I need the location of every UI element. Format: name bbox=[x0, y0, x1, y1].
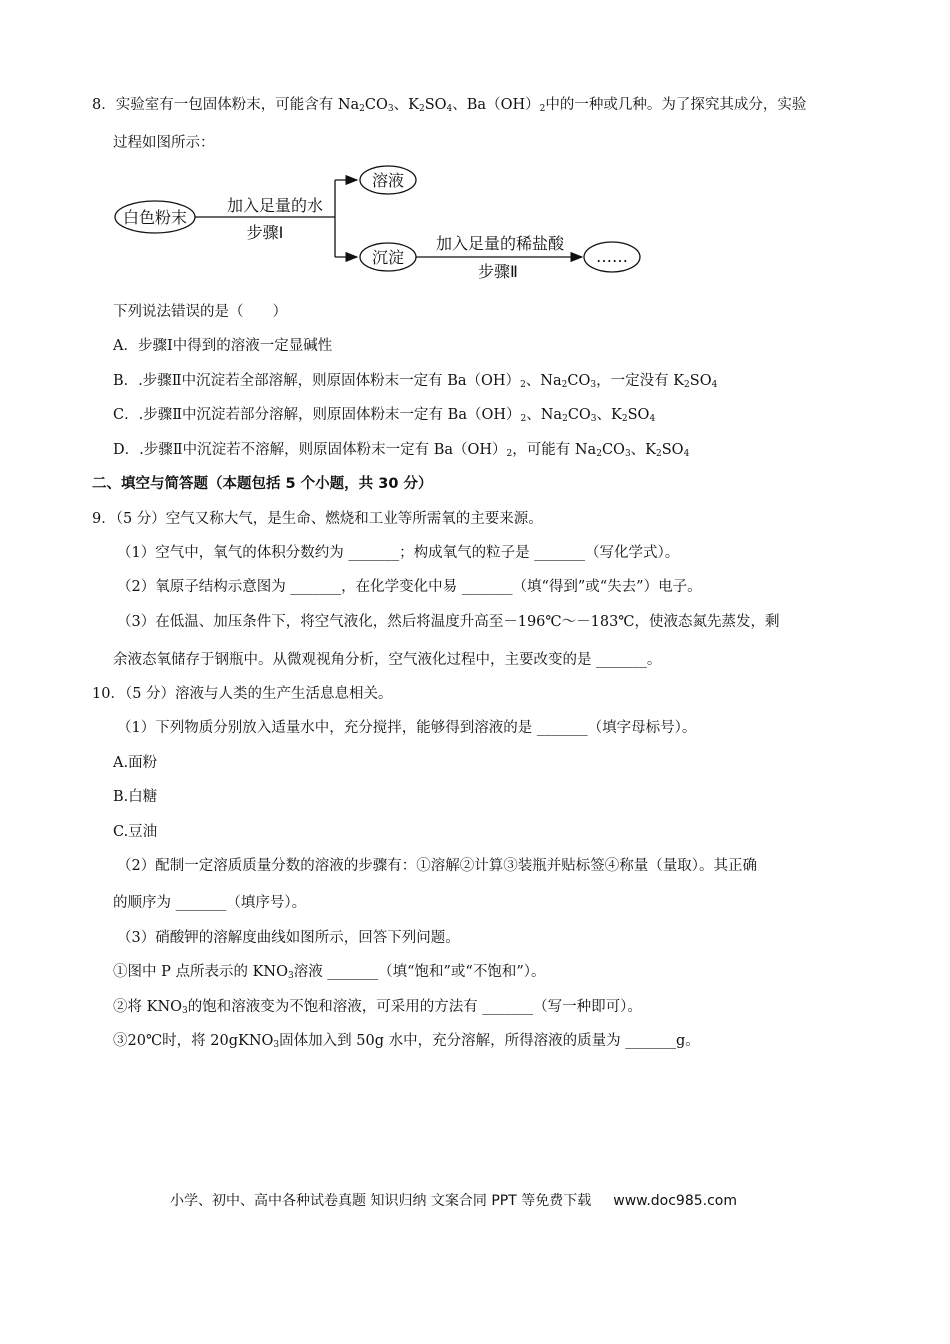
q10-option-c: C.豆油 bbox=[113, 824, 158, 840]
q10-sub3: ③20℃时，将 20gKNO$_3$固体加入到 50g 水中，充分溶解，所得溶液的质量为 _______g。 bbox=[113, 1033, 700, 1050]
q10-option-a: A.面粉 bbox=[113, 755, 158, 771]
q10-sub1: ①图中 P 点所表示的 $KNO_3$溶液 _______（填“饱和”或“不饱和”）。 bbox=[113, 964, 546, 981]
footer-site-link[interactable]: www.doc985.com bbox=[613, 1193, 737, 1209]
q9-part2: （2）氧原子结构示意图为 _______，在化学变化中易 _______（填“得到”或“失去”）电子。 bbox=[117, 579, 702, 595]
q8-option-d: D．.步骤Ⅱ中沉淀若不溶解，则原固体粉末一定有 $Ba(OH)_2$，可能有 $Na_2CO_3$、$K_2SO_4$ bbox=[113, 442, 690, 459]
step2-label: 步骤Ⅱ bbox=[478, 262, 518, 281]
q10-option-b: B.白糖 bbox=[113, 789, 158, 805]
q8-stem: 下列说法错误的是（ ） bbox=[113, 304, 287, 320]
q10-part2-line2: 的顺序为 _______（填序号）。 bbox=[113, 895, 307, 911]
footer-text: 小学、初中、高中各种试卷真题 知识归纳 文案合同 PPT 等免费下载 bbox=[170, 1193, 592, 1209]
q8-line1: 8．实验室有一包固体粉末，可能含有 $Na_2CO_3$、$K_2SO_4$、$Ba(OH)_2$中的一种或几种。为了探究其成分，实验 bbox=[92, 97, 807, 114]
q10-part1: （1）下列物质分别放入适量水中，充分搅拌，能够得到溶液的是 _______（填字母标号）。 bbox=[117, 720, 697, 736]
q10-part3: （3）硝酸钾的溶解度曲线如图所示，回答下列问题。 bbox=[117, 930, 460, 946]
node-solution-label: 溶液 bbox=[371, 171, 405, 190]
q8-option-c: C．.步骤Ⅱ中沉淀若部分溶解，则原固体粉末一定有 $Ba(OH)_2$、$Na_2CO_3$、$K_2SO_4$ bbox=[113, 407, 656, 424]
q9-stem: 9．（5 分）空气又称大气，是生命、燃烧和工业等所需氧的主要来源。 bbox=[92, 511, 543, 527]
page-footer bbox=[170, 1190, 737, 1210]
q9-part3-line2: 余液态氧储存于钢瓶中。从微观视角分析，空气液化过程中，主要改变的是 _______。 bbox=[113, 652, 662, 668]
section2-title: 二、填空与简答题（本题包括 5 个小题，共 30 分） bbox=[92, 476, 433, 492]
q10-stem: 10．（5 分）溶液与人类的生产生活息息相关。 bbox=[92, 686, 393, 702]
q10-part2-line1: （2）配制一定溶质质量分数的溶液的步骤有：①溶解②计算③装瓶并贴标签④称量（量取）。其正确 bbox=[117, 858, 757, 874]
node-ellipsis-label: …… bbox=[596, 247, 628, 266]
step2-action: 加入足量的稀盐酸 bbox=[435, 234, 565, 253]
node-white-powder-label: 白色粉末 bbox=[122, 208, 188, 227]
experiment-flow-diagram bbox=[110, 160, 650, 290]
q9-part1: （1）空气中，氧气的体积分数约为 _______；构成氧气的粒子是 _______（写化学式）。 bbox=[117, 545, 680, 561]
q8-option-b: B．.步骤Ⅱ中沉淀若全部溶解，则原固体粉末一定有 $Ba(OH)_2$、$Na_2CO_3$，一定没有 $K_2SO_4$ bbox=[113, 373, 718, 390]
q10-sub2: ②将 $KNO_3$的饱和溶液变为不饱和溶液，可采用的方法有 _______（写一种即可）。 bbox=[113, 999, 642, 1016]
q9-part3-line1: （3）在低温、加压条件下，将空气液化，然后将温度升高至－196℃～－183℃，使液态氮先蒸发，剩 bbox=[117, 614, 780, 630]
step1-action: 加入足量的水 bbox=[226, 196, 324, 215]
step1-label: 步骤Ⅰ bbox=[246, 223, 284, 242]
q8-option-a: A．步骤Ⅰ中得到的溶液一定显碱性 bbox=[113, 338, 333, 354]
q8-line2: 过程如图所示： bbox=[113, 135, 215, 151]
node-precipitate-label: 沉淀 bbox=[371, 248, 405, 267]
